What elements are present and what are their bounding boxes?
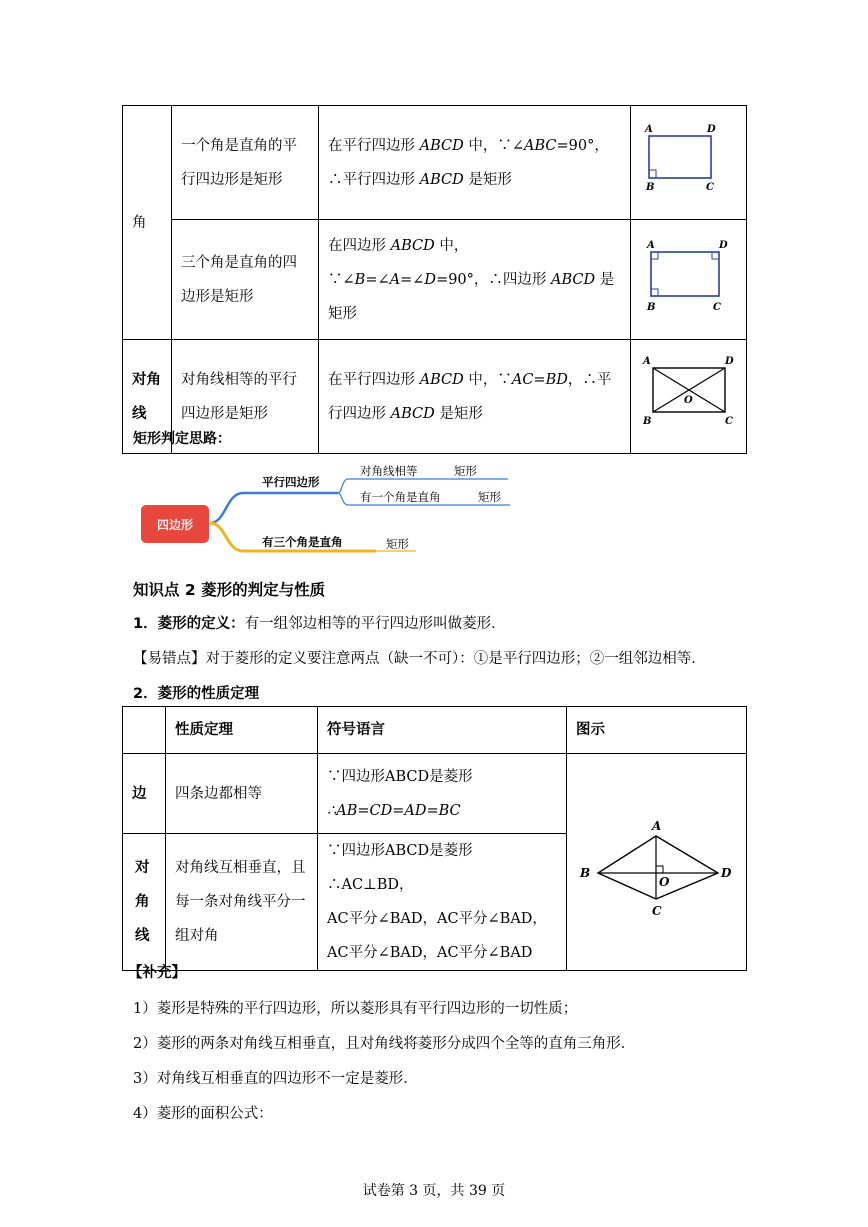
category-diagonal: 对角线	[123, 834, 166, 971]
rhombus-properties-table	[122, 706, 747, 971]
label-a: A	[645, 124, 653, 135]
theorem-cell: 四条边都相等	[166, 754, 318, 834]
condition-cell: 对角线相等的平行四边形是矩形	[172, 340, 319, 454]
label-c: C	[651, 903, 662, 918]
rect-idea-mindmap	[138, 455, 528, 560]
rectangle-criteria-table	[122, 105, 747, 454]
branch1-cond1: 对角线相等	[360, 464, 418, 478]
rhombus-diagram	[568, 776, 746, 936]
symbol-cell	[318, 754, 567, 834]
header-figure: 图示	[567, 707, 747, 754]
label-d: D	[720, 865, 731, 880]
header-theorem: 性质定理	[166, 707, 318, 754]
header-empty	[123, 707, 166, 754]
symbol-line: AC平分∠BAD，AC平分∠BAD，	[327, 911, 547, 927]
branch1-res1: 矩形	[454, 464, 477, 478]
figure-rhombus	[567, 754, 747, 971]
table-row	[123, 220, 747, 340]
rect-idea-title: 矩形判定思路：	[133, 431, 231, 447]
symbol-line: ∵四边形ABCD是菱形∴AC⊥BD，	[327, 843, 473, 893]
label-c: C	[706, 182, 714, 193]
supplement-item: 2）菱形的两条对角线互相垂直，且对角线将菱形分成四个全等的直角三角形．	[133, 1036, 636, 1052]
branch1-label: 平行四边形	[262, 475, 320, 489]
label-b: B	[579, 865, 590, 880]
rectangle-diagram	[631, 220, 747, 326]
branch2-label: 有三个角是直角	[262, 535, 343, 549]
definition-text: 有一组邻边相等的平行四边形叫做菱形．	[244, 616, 506, 632]
symbol-line: AC平分∠BAD，AC平分∠BAD	[327, 945, 533, 961]
label-c: C	[725, 416, 733, 427]
label-b: B	[643, 416, 652, 427]
label-d: D	[719, 240, 728, 251]
pitfall-paragraph: 【易错点】对于菱形的定义要注意两点（缺一不可）：①是平行四边形；②一组邻边相等．	[133, 651, 706, 667]
branch2-res: 矩形	[386, 537, 409, 551]
figure-rectangle-1	[631, 106, 747, 220]
branch1-res2: 矩形	[478, 490, 501, 504]
table-row	[123, 106, 747, 220]
category-diagonal: 对角线	[123, 340, 172, 454]
symbol-cell	[318, 834, 567, 971]
supplement-item: 4）菱形的面积公式：	[133, 1106, 273, 1122]
theorem-cell: 对角线互相垂直，且每一条对角线平分一组对角	[166, 834, 318, 971]
label-c: C	[713, 302, 721, 313]
rectangle-diagram	[631, 106, 747, 206]
label-d: D	[707, 124, 716, 135]
label-o: O	[684, 395, 693, 406]
condition-cell: 一个角是直角的平行四边形是矩形	[172, 106, 319, 220]
category-side: 边	[123, 754, 166, 834]
definition-label: 1．菱形的定义：	[133, 616, 245, 632]
label-a: A	[647, 240, 655, 251]
label-a: A	[643, 356, 651, 367]
description-cell: 在平行四边形 ABCD 中，∵∠ABC=90°，∴平行四边形 ABCD 是矩形	[319, 106, 631, 220]
label-b: B	[646, 182, 655, 193]
figure-rectangle-2	[631, 220, 747, 340]
figure-rectangle-diagonals	[631, 340, 747, 454]
category-angle: 角	[123, 106, 172, 340]
label-a: A	[651, 818, 661, 833]
label-o: O	[658, 874, 669, 889]
rectangle-diagonals-diagram	[631, 340, 747, 440]
table-header-row	[123, 707, 747, 754]
header-symbol: 符号语言	[318, 707, 567, 754]
section-title: 知识点 2 菱形的判定与性质	[133, 581, 326, 599]
table-row	[123, 754, 747, 834]
definition-paragraph	[133, 612, 506, 633]
description-cell: 在四边形 ABCD 中，∵∠B=∠A=∠D=90°，∴四边形 ABCD 是矩形	[319, 220, 631, 340]
supplement-title: 【补充】	[128, 965, 186, 981]
condition-cell: 三个角是直角的四边形是矩形	[172, 220, 319, 340]
description-cell: 在平行四边形 ABCD 中，∵AC=BD，∴平行四边形 ABCD 是矩形	[319, 340, 631, 454]
label-b: B	[647, 302, 656, 313]
supplement-item: 1）菱形是特殊的平行四边形，所以菱形具有平行四边形的一切性质；	[133, 1001, 578, 1017]
supplement-item: 3）对角线互相垂直的四边形不一定是菱形．	[133, 1071, 418, 1087]
page-footer: 试卷第 3 页，共 39 页	[362, 1183, 506, 1199]
label-d: D	[725, 356, 734, 367]
branch1-cond2: 有一个角是直角	[360, 490, 441, 504]
symbol-line: ∵四边形ABCD是菱形	[327, 768, 473, 785]
root-label: 四边形	[156, 518, 194, 532]
symbol-line: ∴AB=CD=AD=BC	[327, 802, 461, 819]
props-title: 2．菱形的性质定理	[133, 686, 260, 702]
